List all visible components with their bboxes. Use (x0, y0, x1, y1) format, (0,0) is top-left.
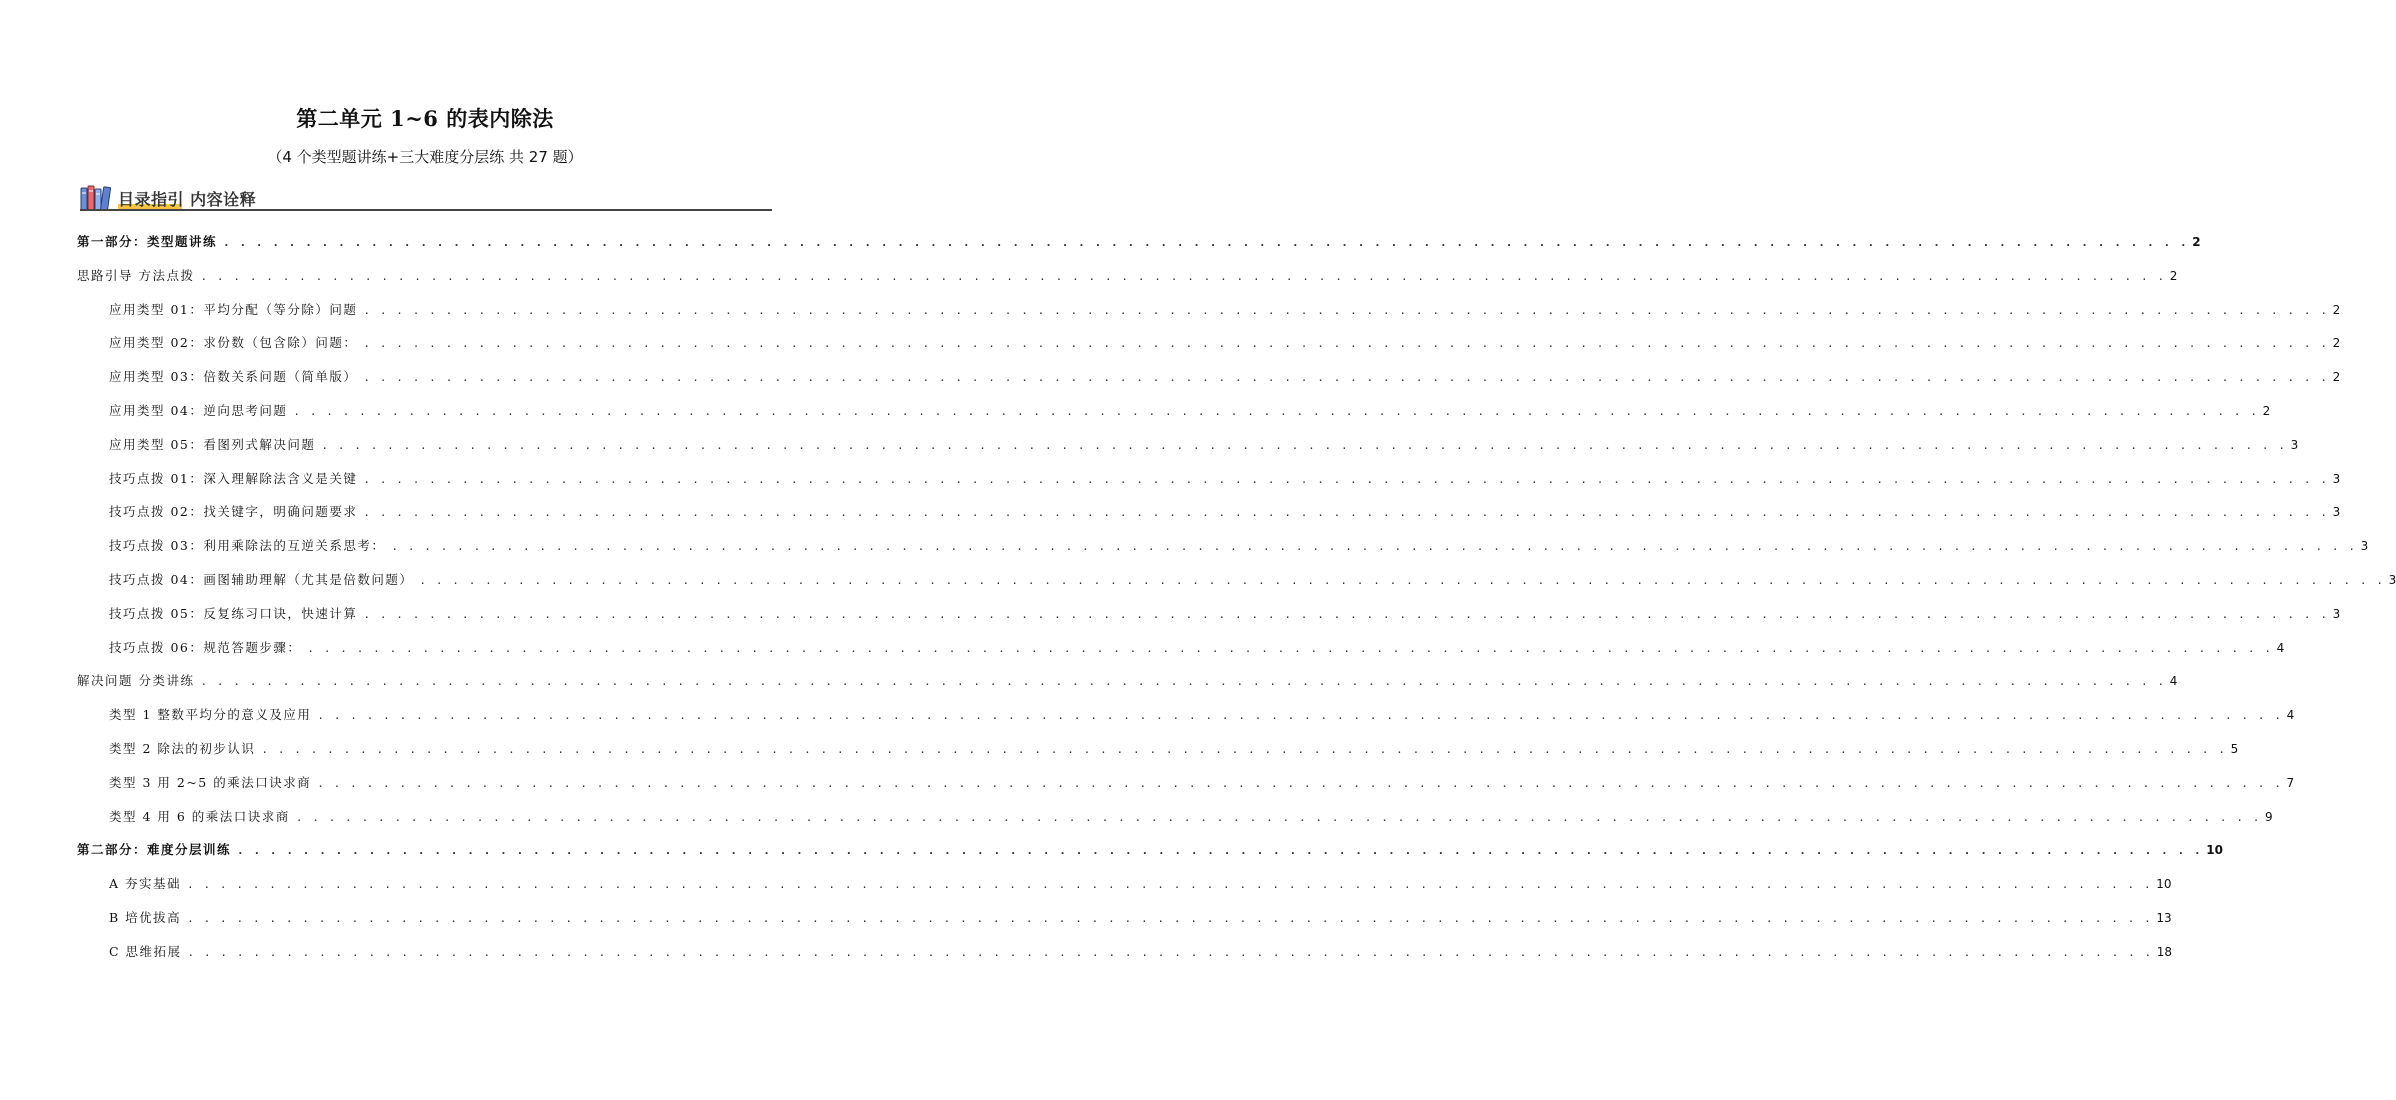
toc-page-number: 9 (2265, 809, 2273, 824)
toc-entry[interactable] (77, 232, 2201, 252)
toc-leader-dots: . . . . . . . . . . . . . . . . . . . . . . . . . . . . . . . . . . . . . . . . . . . . . . . . . . . . . . . . . . . . . . . . . . . . . . . . . . . . . . . . . . . . . . . . . . . . . . . . . . . . . . . . . . . . . . . . . . . . . . . . (200, 675, 2166, 689)
toc-leader-dots: . . . . . . . . . . . . . . . . . . . . . . . . . . . . . . . . . . . . . . . . . . . . . . . . . . . . . . . . . . . . . . . . . . . . . . . . . . . . . . . . . . . . . . . . . . . . . . . . . . . . . . . . . . . . . . . . . . . . . . . . (363, 472, 2329, 486)
toc-entry[interactable] (109, 874, 2172, 894)
toc-leader-dots: . . . . . . . . . . . . . . . . . . . . . . . . . . . . . . . . . . . . . . . . . . . . . . . . . . . . . . . . . . . . . . . . . . . . . . . . . . . . . . . . . . . . . . . . . . . . . . . . . . . . . . . . . . . . . . . . . . . . . . . . (317, 776, 2283, 790)
toc-entry-text: 技巧点拨 04：画图辅助理解（尤其是倍数问题） (109, 572, 414, 587)
toc-entry-text: 应用类型 01：平均分配（等分除）问题 (109, 301, 358, 317)
toc-entry-text: 应用类型 05：看图列式解决问题 (109, 436, 316, 452)
banner-rule (80, 209, 772, 211)
toc-page-number: 4 (2286, 708, 2295, 723)
toc-page-number: 7 (2286, 775, 2295, 790)
toc-leader-dots: . . . . . . . . . . . . . . . . . . . . . . . . . . . . . . . . . . . . . . . . . . . . . . . . . . . . . . . . . . . . . . . . . . . . . . . . . . . . . . . . . . . . . . . . . . . . . . . . . . . . . . . . . . . . . . . . . . . . . . . . (223, 236, 2189, 249)
toc-leader-dots: . . . . . . . . . . . . . . . . . . . . . . . . . . . . . . . . . . . . . . . . . . . . . . . . . . . . . . . . . . . . . . . . . . . . . . . . . . . . . . . . . . . . . . . . . . . . . . . . . . . . . . . . . . . . . . . . . . . . . . . . (391, 540, 2357, 554)
toc-entry[interactable] (77, 671, 2178, 691)
toc-entry[interactable] (109, 367, 2341, 387)
toc-entry[interactable] (109, 942, 2173, 962)
toc-entry-text: 类型 4 用 6 的乘法口诀求商 (109, 808, 290, 824)
toc-page-number: 2 (2192, 235, 2201, 249)
toc-entry[interactable] (109, 570, 2396, 590)
toc-page-number: 10 (2206, 843, 2223, 858)
toc-leader-dots: . . . . . . . . . . . . . . . . . . . . . . . . . . . . . . . . . . . . . . . . . . . . . . . . . . . . . . . . . . . . . . . . . . . . . . . . . . . . . . . . . . . . . . . . . . . . . . . . . . . . . . . . . . . . . . . . . . . . . . . . (363, 303, 2329, 317)
toc-entry[interactable] (109, 401, 2271, 421)
toc-page-number: 2 (2332, 336, 2341, 351)
books-icon (80, 185, 112, 211)
toc-page-number: 3 (2360, 539, 2369, 554)
toc-leader-dots: . . . . . . . . . . . . . . . . . . . . . . . . . . . . . . . . . . . . . . . . . . . . . . . . . . . . . . . . . . . . . . . . . . . . . . . . . . . . . . . . . . . . . . . . . . . . . . . . . . . . . . . . . . . . . . . . . . . . . . . . (187, 878, 2153, 892)
toc-page-number: 13 (2156, 911, 2172, 925)
toc-entry-text: 第一部分：类型题讲练 (77, 234, 218, 249)
toc-entry[interactable] (109, 705, 2295, 725)
toc-page-number: 18 (2156, 944, 2173, 959)
toc-entry-text: C 思维拓展 (109, 943, 182, 959)
toc-entry-text: 技巧点拨 01：深入理解除法含义是关键 (109, 470, 358, 486)
toc-page-number: 2 (2332, 370, 2341, 385)
toc-page-number: 2 (2262, 404, 2271, 418)
toc-entry-text: 应用类型 02：求份数（包含除）问题： (109, 335, 358, 351)
toc-page-number: 5 (2230, 742, 2239, 756)
toc-entry[interactable] (109, 536, 2369, 556)
toc-leader-dots: . . . . . . . . . . . . . . . . . . . . . . . . . . . . . . . . . . . . . . . . . . . . . . . . . . . . . . . . . . . . . . . . . . . . . . . . . . . . . . . . . . . . . . . . . . . . . . . . . . . . . . . . . . . . . . . . . . . . . . . . (307, 641, 2273, 655)
toc-leader-dots: . . . . . . . . . . . . . . . . . . . . . . . . . . . . . . . . . . . . . . . . . . . . . . . . . . . . . . . . . . . . . . . . . . . . . . . . . . . . . . . . . . . . . . . . . . . . . . . . . . . . . . . . . . . . . . . . . . . . . . . . (237, 844, 2203, 858)
toc-entry[interactable] (77, 840, 2223, 860)
toc-entry-text: 技巧点拨 03：利用乘除法的互逆关系思考： (109, 538, 386, 554)
toc-entry[interactable] (109, 300, 2341, 320)
toc-leader-dots: . . . . . . . . . . . . . . . . . . . . . . . . . . . . . . . . . . . . . . . . . . . . . . . . . . . . . . . . . . . . . . . . . . . . . . . . . . . . . . . . . . . . . . . . . . . . . . . . . . . . . . . . . . . . . . . . . . . . . . . . (200, 269, 2166, 283)
toc-banner-label (118, 187, 256, 210)
toc-page-number: 3 (2332, 606, 2341, 621)
toc-leader-dots: . . . . . . . . . . . . . . . . . . . . . . . . . . . . . . . . . . . . . . . . . . . . . . . . . . . . . . . . . . . . . . . . . . . . . . . . . . . . . . . . . . . . . . . . . . . . . . . . . . . . . . . . . . . . . . . . . . . . . . . . (321, 438, 2287, 452)
toc-page-number: 4 (2276, 640, 2285, 655)
toc-entry[interactable] (109, 469, 2341, 489)
toc-page-number: 2 (2169, 268, 2178, 283)
toc-entry[interactable] (109, 739, 2239, 759)
toc-leader-dots: . . . . . . . . . . . . . . . . . . . . . . . . . . . . . . . . . . . . . . . . . . . . . . . . . . . . . . . . . . . . . . . . . . . . . . . . . . . . . . . . . . . . . . . . . . . . . . . . . . . . . . . . . . . . . . . . . . . . . . . . (363, 337, 2329, 351)
toc-entry-text: 技巧点拨 05：反复练习口诀，快速计算 (109, 605, 358, 621)
toc-page-number: 3 (2332, 471, 2341, 486)
toc-entry-text: 类型 2 除法的初步认识 (109, 741, 256, 756)
toc-entry-text: 技巧点拨 02：找关键字，明确问题要求 (109, 504, 358, 520)
toc-entry-text: 应用类型 03：倍数关系问题（简单版） (109, 369, 358, 385)
toc-entry[interactable] (109, 435, 2299, 455)
document-subtitle: （4 个类型题讲练+三大难度分层练 共 27 题） (267, 148, 583, 166)
toc-banner-text: 目录指引 内容诠释 (118, 190, 257, 209)
toc-entry-text: 类型 3 用 2~5 的乘法口诀求商 (109, 774, 312, 790)
toc-entry-text: 技巧点拨 06：规范答题步骤： (109, 639, 302, 655)
toc-entry-text: 思路引导 方法点拨 (77, 267, 195, 283)
toc-leader-dots: . . . . . . . . . . . . . . . . . . . . . . . . . . . . . . . . . . . . . . . . . . . . . . . . . . . . . . . . . . . . . . . . . . . . . . . . . . . . . . . . . . . . . . . . . . . . . . . . . . . . . . . . . . . . . . . . . . . . . . . . (293, 405, 2259, 418)
toc-leader-dots: . . . . . . . . . . . . . . . . . . . . . . . . . . . . . . . . . . . . . . . . . . . . . . . . . . . . . . . . . . . . . . . . . . . . . . . . . . . . . . . . . . . . . . . . . . . . . . . . . . . . . . . . . . . . . . . . . . . . . . . . (419, 574, 2385, 587)
toc-entry[interactable] (109, 604, 2341, 624)
toc-banner (80, 183, 772, 213)
toc-leader-dots: . . . . . . . . . . . . . . . . . . . . . . . . . . . . . . . . . . . . . . . . . . . . . . . . . . . . . . . . . . . . . . . . . . . . . . . . . . . . . . . . . . . . . . . . . . . . . . . . . . . . . . . . . . . . . . . . . . . . . . . . (187, 945, 2153, 959)
toc-page-number: 2 (2332, 302, 2341, 317)
toc-entry-text: 解决问题 分类讲练 (77, 673, 195, 689)
toc-entry[interactable] (109, 908, 2172, 928)
toc-entry-text: 应用类型 04：逆向思考问题 (109, 403, 288, 418)
toc-entry[interactable] (109, 807, 2273, 827)
toc-leader-dots: . . . . . . . . . . . . . . . . . . . . . . . . . . . . . . . . . . . . . . . . . . . . . . . . . . . . . . . . . . . . . . . . . . . . . . . . . . . . . . . . . . . . . . . . . . . . . . . . . . . . . . . . . . . . . . . . . . . . . . . . (317, 709, 2283, 723)
toc-page-number: 3 (2332, 505, 2341, 520)
toc-leader-dots: . . . . . . . . . . . . . . . . . . . . . . . . . . . . . . . . . . . . . . . . . . . . . . . . . . . . . . . . . . . . . . . . . . . . . . . . . . . . . . . . . . . . . . . . . . . . . . . . . . . . . . . . . . . . . . . . . . . . . . . . (261, 743, 2227, 756)
toc-entry[interactable] (77, 266, 2178, 286)
toc-entry-text: 第二部分：难度分层训练 (77, 842, 232, 858)
document-title: 第二单元 1~6 的表内除法 (296, 106, 554, 131)
toc-page-number: 3 (2290, 437, 2299, 452)
toc-page-number: 3 (2388, 573, 2396, 587)
toc-leader-dots: . . . . . . . . . . . . . . . . . . . . . . . . . . . . . . . . . . . . . . . . . . . . . . . . . . . . . . . . . . . . . . . . . . . . . . . . . . . . . . . . . . . . . . . . . . . . . . . . . . . . . . . . . . . . . . . . . . . . . . . . (295, 810, 2262, 824)
toc-entry[interactable] (109, 638, 2285, 658)
toc-page-number: 4 (2169, 674, 2178, 689)
toc-leader-dots: . . . . . . . . . . . . . . . . . . . . . . . . . . . . . . . . . . . . . . . . . . . . . . . . . . . . . . . . . . . . . . . . . . . . . . . . . . . . . . . . . . . . . . . . . . . . . . . . . . . . . . . . . . . . . . . . . . . . . . . . (363, 371, 2329, 385)
toc-leader-dots: . . . . . . . . . . . . . . . . . . . . . . . . . . . . . . . . . . . . . . . . . . . . . . . . . . . . . . . . . . . . . . . . . . . . . . . . . . . . . . . . . . . . . . . . . . . . . . . . . . . . . . . . . . . . . . . . . . . . . . . . (187, 912, 2153, 925)
toc-leader-dots: . . . . . . . . . . . . . . . . . . . . . . . . . . . . . . . . . . . . . . . . . . . . . . . . . . . . . . . . . . . . . . . . . . . . . . . . . . . . . . . . . . . . . . . . . . . . . . . . . . . . . . . . . . . . . . . . . . . . . . . . (363, 607, 2329, 621)
toc-entry-text: B 培优拔高 (109, 910, 182, 925)
toc-entry[interactable] (109, 333, 2341, 353)
toc-entry[interactable] (109, 502, 2341, 522)
toc-entry-text: 类型 1 整数平均分的意义及应用 (109, 707, 312, 723)
toc-entry[interactable] (109, 773, 2295, 793)
toc-entry-text: A 夯实基础 (109, 876, 182, 892)
toc-page-number: 10 (2156, 877, 2172, 892)
toc-leader-dots: . . . . . . . . . . . . . . . . . . . . . . . . . . . . . . . . . . . . . . . . . . . . . . . . . . . . . . . . . . . . . . . . . . . . . . . . . . . . . . . . . . . . . . . . . . . . . . . . . . . . . . . . . . . . . . . . . . . . . . . . (363, 506, 2329, 520)
